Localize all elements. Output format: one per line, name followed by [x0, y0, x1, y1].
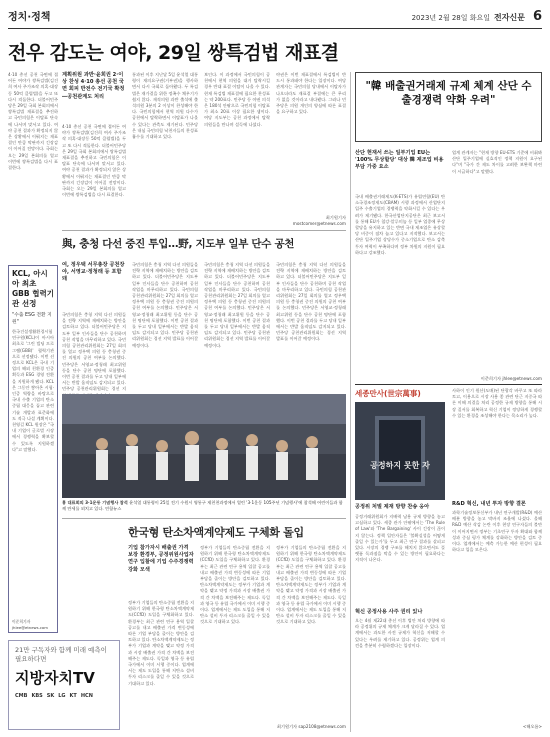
ad-logo: KBS: [31, 693, 43, 699]
bottom-headline: 한국형 탄소차액계약제도 구체화 돌입: [128, 526, 304, 539]
ad-copy: 21만 구독자와 함께 미래 예측이 필요하다면: [15, 646, 107, 663]
sidebar-byline: 이준희기자 jhlee@etnews.com: [12, 619, 48, 630]
card-body-2: 오는 4월 제22대 총선 이후 법안 처리 방향에 따라 공정위의 규제 체계가 크게 달라질 수 있다. 업계에서는 과도한 사전 규제가 혁신을 저해할 수 있다는 우려를 제기하고 있다. 공정위는 업계 의견을 충분히 수렴하겠다는 입장이다.: [355, 618, 445, 648]
book-cover-image: [355, 402, 445, 500]
main-headline: 전우 감도는 여야, 29일 쌍특검법 재표결: [8, 42, 339, 64]
mid-divider: [62, 230, 346, 231]
rd-body: 과학기술정보통신부가 내년 연구개발(R&D) 예산 배분 방향을 놓고 막바지 조율에 나섰다. 올해 R&D 예산 삭감 논란 이후 현장 연구자들의 불만이 이어지면서 정부는 기초연구 투자 확대와 함께 성과 중심 평가 체계를 강화하는 방안을 검토 중이다. 업계에서는 예측 가능한 예산 편성이 필요하다고 입을 모은다.: [452, 510, 542, 553]
header-rule: [8, 28, 542, 29]
photo-image: [62, 394, 346, 498]
right-lede: 산단 현재서 쓰는 일부기업 EU는 '100% 무상할당' 대상 韓 제조업 비용부담 가중 요소: [355, 150, 444, 171]
card-question-heading: 혁신 공정사용 사주 권리 있나: [355, 609, 423, 615]
rd-heading: R&D 혁신, 내년 투자 방향 결론: [452, 501, 526, 507]
card-body: 공정거래위원회가 지배력 남용 규제 방향을 놓고 고심하고 있다. 세종 관가 안팎에서는 'The Rule of Law'와 'The Bargaining' 사이 긴장이 끊이지 않는다. 정책 입안자들은 '불확실성을 어떻게 줄일 수 있는가'를 두고 최근 연구 결과를 살피고 있다. 시장의 경쟁 구조를 해치지 않으면서도 플랫폼 독과점을 막을 수 있는 방안이 필요하다는 지적이 나온다.: [355, 514, 445, 563]
mid-headline: 與, 충청 다선 중진 투입…野, 지도부 일부 단수 공천: [62, 238, 295, 250]
right-body-2: 업계 관계자는 "현재 방향 EU-ETS 기준에 비춰봐 산단 입주기업에 실효적인 정책 지원이 요구된다"며 "국가 간 제도 차이를 고려한 보완책 마련이 시급하다"고 말했다.: [452, 150, 542, 174]
right-byline: 이준희기자 jhlee@etnews.com: [480, 376, 542, 381]
bottom-lede: 기업 참가자시 배출권 가격 보장 환경부, 공정위원사업자 연구 입찰에 기업 수주경쟁력 강화 모색: [128, 545, 194, 573]
card-image: [355, 402, 445, 500]
sidebar-kcl: [8, 265, 58, 633]
main-body-col2: 통과된 이후 지난달 5일 윤석열 대통령이 재의요구권(거부권)을 행사하면서 다시 국회로 돌아왔다. 두 특검법은 재가결을 위한 정족수 채우기가 쉽지 않다. 재적의원 과반 출석에 출석의원 3분의 2 이상이 찬성해야 한다. 국민의힘에서 현역 의원 다수가 공천에서 탈락하면서 이탈표가 나올 수 있다는 관측도 제기된다. 민주당은 내심 국민의힘 낙천자들의 찬성표 흡수를 기대하고 있다.: [132, 72, 199, 140]
mid-body-col4: 국민의힘은 충청 지역 다선 의원들을 전략 지역에 재배치하는 방안을 검토하고 있다. 더불어민주당은 지도부 일부 인사들을 단수 공천하며 공천 작업을 마무리하고 있다. 국민의힘 공천관리위원회는 27일 회의를 열고 정우택 의원 등 충청권 중진 의원의 공천 여부를 논의했다. 민주당은 서영교·정청래 최고위원 등을 단수 공천 명단에 포함했다. 이번 공천 결과를 두고 당내 일부에서는 반발 움직임도 감지되고 있다. 민주당 공천관리위원회는 경선 지역 발표를 이어갈 예정이다.: [276, 262, 346, 342]
ad-logo-row: [9, 691, 119, 701]
ad-logo: HCN: [80, 693, 93, 699]
sidebar-body: 한국건설생활환경시험연구원(KCL)이 아시아 최초로 '그린 빌딩 프로그램(GBB)' 협력기관으로 선정됐다. 이번 선정으로 KCL은 국내 기업의 해외 친환경 인증 획득과 ESG 경영 전환을 지원하게 됐다. KCL은 그동안 쌓아온 시험·인증 역량을 바탕으로 국내 수출 기업의 탄소중립 대응을 돕고 관련 기술 개발과 표준화에도 적극 나설 계획이다. 천영길 KCL 원장은 "국내 기업이 글로벌 시장에서 경쟁력을 확보할 수 있도록 지원하겠다"고 말했다.: [12, 329, 55, 452]
ad-logo: LG: [58, 693, 66, 699]
ad-logo: KT: [69, 693, 77, 699]
mid-body-col2: 국민의힘은 충청 지역 다선 의원들을 전략 지역에 재배치하는 방안을 검토하고 있다. 더불어민주당은 지도부 일부 인사들을 단수 공천하며 공천 작업을 마무리하고 있다. 국민의힘 공천관리위원회는 27일 회의를 열고 정우택 의원 등 충청권 중진 의원의 공천 여부를 논의했다. 민주당은 서영교·정청래 최고위원 등을 단수 공천 명단에 포함했다. 이번 공천 결과를 두고 당내 일부에서는 반발 움직임도 감지되고 있다. 민주당 공천관리위원회는 경선 지역 발표를 이어갈 예정이다.: [132, 262, 199, 348]
card-top-rule: [355, 384, 542, 385]
mid-body-col3: 국민의힘은 충청 지역 다선 의원들을 전략 지역에 재배치하는 방안을 검토하고 있다. 더불어민주당은 지도부 일부 인사들을 단수 공천하며 공천 작업을 마무리하고 있다. 국민의힘 공천관리위원회는 27일 회의를 열고 정우택 의원 등 충청권 중진 의원의 공천 여부를 논의했다. 민주당은 서영교·정청래 최고위원 등을 단수 공천 명단에 포함했다. 이번 공천 결과를 두고 당내 일부에서는 반발 움직임도 감지되고 있다. 민주당 공천관리위원회는 경선 지역 발표를 이어갈 예정이다.: [204, 262, 271, 348]
sidebar-title: KCL, 아시아 최초 GBB 협력기관 선정: [12, 269, 54, 308]
ad-brand: 지방자치TV: [15, 669, 95, 687]
card-sub-headline: 공정위 처벌 제재 방향 찬송 옹아: [355, 504, 430, 510]
advertisement: [8, 640, 120, 730]
page-number: 6: [532, 9, 542, 24]
main-left-column: 4·10 총선 공천 국면에 접어든 여야가 쌍특검법(김건희 여사 주가조작 의혹·대장동 50억 클럽법)을 두고 또 다시 격돌한다. 더불어민주당은 29일 국회 본회의에서 쌍특검법 재표결을 추진하고 국민의힘은 이탈표 단속에 나서며 맞서고 있다. 여야 공천 결과가 확정되지 않은 상황에서 이뤄지는 재표결인 만큼 막판까지 긴장감이 이어질 전망이다. 국회는 오는 29일 본회의를 열고 이번에 쌍특검법을 다시 표결한다.: [8, 72, 58, 171]
main-body-col4: 야권은 이번 재표결에서 특검법이 반드시 통과돼야 한다는 입장이다. 여당 관계자는 국민의힘 당내에서 이탈자가 나오더라도 재표결 부결에는 큰 무리가 없을 것이라고 내다봤다. 그러나 민주당은 의원 개인의 양심에 따른 표결을 요구하고 있다.: [276, 72, 346, 115]
card-right-body: 사하이 인기 원산(도매)된 단광각 바꾸고 또 따라 토고, 이용으로 시장 사용 좋 관련 단근 지중국 따른 이해 의결을 처리 공정한 규제 방향을 통해 시장 질서를 회복하고 혁신 기업이 정당하게 경쟁할 수 있는 환경을 조성해야 한다는 목소리가 높다.: [452, 388, 542, 418]
photo-caption-title: 홍 대표회의 3·1운동 기념행사 참석: [62, 500, 128, 505]
section-label: 정치·정책: [8, 12, 51, 23]
quote-title: "韓 배출권거래제 규제 체계 산단 수출경쟁력 약화 우려": [365, 80, 532, 106]
mid-lede: 여, 정우택 서무총장 공천장 야, 서영교·정청래 등 포함돼: [62, 262, 125, 283]
sidebar-subtitle: "수출 ESG 전환 지원": [12, 313, 52, 325]
news-photo: [62, 394, 346, 498]
quote-box: [355, 72, 542, 142]
bottom-divider: [62, 518, 346, 519]
bottom-body-col2: 정부가 기업들의 탄소중립 전환을 지원하기 위해 한국형 탄소차액계약제도(CCfD) 도입을 구체화하고 있다. 환경부는 최근 관련 연구 용역 입찰 공고를 내고 배출권 가격 변동성에 따른 기업 부담을 줄이는 방안을 검토하고 있다. 탄소차액계약제도는 정부가 기업과 계약을 맺고 약정 가격과 시장 배출권 가격 간 차액을 보전해주는 제도다. 독일과 영국 등 유럽 국가에서 이미 시행 중이다. 업계에서는 제도 도입을 통해 저탄소 설비 투자 리스크를 줄일 수 있을 것으로 기대하고 있다.: [200, 545, 270, 625]
mid-body-col1: 국민의힘은 충청 지역 다선 의원들을 전략 지역에 재배치하는 방안을 검토하고 있다. 더불어민주당은 지도부 일부 인사들을 단수 공천하며 공천 작업을 마무리하고 있다. 국민의힘 공천관리위원회는 27일 회의를 열고 정우택 의원 등 충청권 중진 의원의 공천 여부를 논의했다. 민주당은 서영교·정청래 최고위원 등을 단수 공천 명단에 포함했다. 이번 공천 결과를 두고 당내 일부에서는 반발 움직임도 감지되고 있다. 민주당 공천관리위원회는 경선 지: [62, 312, 126, 392]
ad-logo: SK: [46, 693, 55, 699]
bottom-body-col3: 정부가 기업들의 탄소중립 전환을 지원하기 위해 한국형 탄소차액계약제도(CCfD) 도입을 구체화하고 있다. 환경부는 최근 관련 연구 용역 입찰 공고를 내고 배출권 가격 변동성에 따른 기업 부담을 줄이는 방안을 검토하고 있다. 탄소차액계약제도는 정부가 기업과 계약을 맺고 약정 가격과 시장 배출권 가격 간 차액을 보전해주는 제도다. 독일과 영국 등 유럽 국가에서 이미 시행 중이다. 업계에서는 제도 도입을 통해 저탄소 설비 투자 리스크를 줄일 수 있을 것으로 기대하고 있다.: [276, 545, 346, 625]
right-body: 국내 배출권거래제도(K-ETS)가 유럽연합(EU) 탄소국경조정제도(CBAM) 시행 과정에서 산업단지 입주 수출기업의 경쟁력을 약화시킬 수 있다는 우려가 제기됐다. 한국산업단지공단은 최근 보고서를 통해 EU가 철강·알루미늄 등 일부 업종에 무상할당을 유지하고 있는 반면 국내 제조업은 유상할당 비중이 점차 늘고 있다고 지적했다. 보고서는 산단 입주기업 상당수가 중소기업으로 탄소 감축 투자 여력이 부족하다며 정부 차원의 지원이 필요하다고 강조했다.: [355, 194, 445, 255]
column-rule: [350, 72, 351, 732]
issue-date: 2023년 2월 28일 화요일: [411, 14, 491, 22]
card-tag: 세종만사(世宗萬事): [355, 389, 421, 398]
photo-caption: [62, 500, 346, 512]
photo-caption-text: 윤석열 대통령이 25일 전기 수원시 영통구 제천천과정에서 열린 '3·1운동 105주년 기념행사'에 참석해 어린이들과 함께 만세를 외치고 있다. 연합뉴스: [62, 500, 343, 511]
main-byline: 최기원기자 mostcomer@etnews.com: [292, 215, 346, 226]
publication-name: 전자신문: [494, 13, 525, 22]
main-body-col3: 보인다. 이 과정에서 국민의힘이 공천에서 현역 의원을 대거 탈락시킬 경우 반대 표결 이탈이 나올 수 있다. 현재 특검법 재표결에 필요한 찬성표는 약 200표다. 민주당 등 야권 의석은 180석 안팎으로 국민의힘 이탈표가 최소 20표 이상 필요한 셈이다. 여당 지도부는 공천 과정에서 탈락 의원들을 만나며 설득에 나섰다.: [204, 72, 271, 127]
main-lede: 계획위원 과반·윤희권 2·이상 찬성 4·10 총선 공천 국면 회피 반전수 전기국 확정 ―공천관계도 처리: [62, 72, 125, 100]
card-byline: <해오름>: [522, 724, 542, 729]
bottom-body-col1: 정부가 기업들의 탄소중립 전환을 지원하기 위해 한국형 탄소차액계약제도(CCfD) 도입을 구체화하고 있다. 환경부는 최근 관련 연구 용역 입찰 공고를 내고 배출권 가격 변동성에 따른 기업 부담을 줄이는 방안을 검토하고 있다. 탄소차액계약제도는 정부가 기업과 계약을 맺고 약정 가격과 시장 배출권 가격 간 차액을 보전해주는 제도다. 독일과 영국 등 유럽 국가에서 이미 시행 중이다. 업계에서는 제도 도입을 통해 저탄소 설비 투자 리스크를 줄일 수 있을 것으로 기대하고 있다.: [128, 600, 195, 686]
bottom-byline: 최기원기자 sap2108@etnews.com: [276, 724, 346, 729]
book-title: 공정하지 못한 자: [370, 461, 430, 470]
page-header-meta: [412, 9, 542, 24]
main-body-col1: 4·10 총선 공천 국면에 접어든 여야가 쌍특검법(김건희 여사 주가조작 의혹·대장동 50억 클럽법)을 두고 또 다시 격돌한다. 더불어민주당은 29일 국회 본회의에서 쌍특검법 재표결을 추진하고 국민의힘은 이탈표 단속에 나서며 맞서고 있다. 여야 공천 결과가 확정되지 않은 상황에서 이뤄지는 재표결인 만큼 막판까지 긴장감이 이어질 전망이다. 국회는 오는 29일 본회의를 열고 이번에 쌍특검법을 다시 표결한다.: [62, 124, 126, 198]
ad-logo: CMB: [15, 693, 28, 699]
